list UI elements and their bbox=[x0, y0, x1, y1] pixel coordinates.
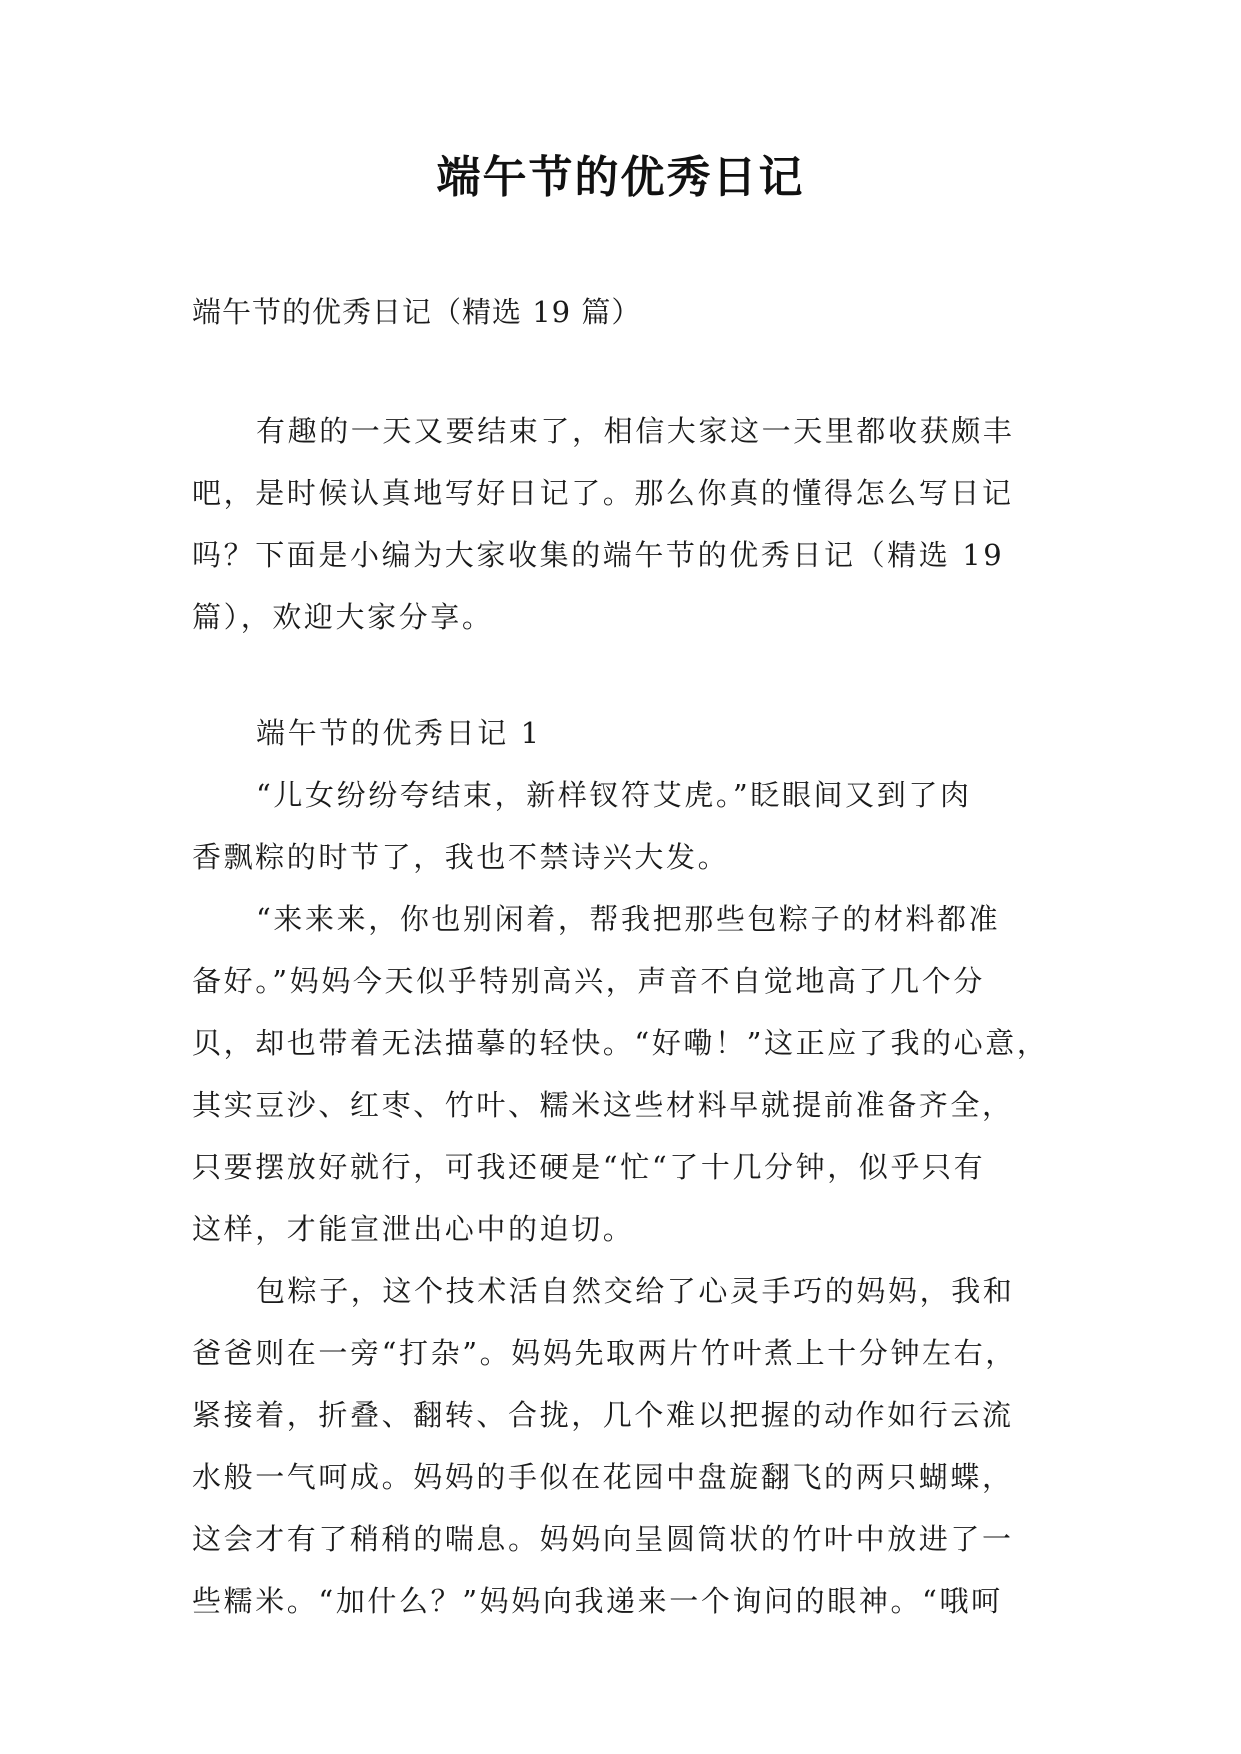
body-line: 香飘粽的时节了，我也不禁诗兴大发。 bbox=[192, 840, 730, 874]
document-subtitle: 端午节的优秀日记（精选 19 篇） bbox=[192, 295, 642, 329]
intro-line: 吗？下面是小编为大家收集的端午节的优秀日记（精选 19 bbox=[192, 538, 1005, 572]
body-line: 这会才有了稍稍的喘息。妈妈向呈圆筒状的竹叶中放进了一 bbox=[192, 1522, 1014, 1556]
section-heading: 端午节的优秀日记 1 bbox=[256, 716, 542, 750]
body-line: “儿女纷纷夸结束，新样钗符艾虎。”眨眼间又到了肉 bbox=[256, 778, 972, 812]
body-line: 这样，才能宣泄出心中的迫切。 bbox=[192, 1212, 635, 1246]
section-heading-block bbox=[192, 702, 1054, 764]
body-line: 贝，却也带着无法描摹的轻快。“好嘞！”这正应了我的心意， bbox=[192, 1026, 1049, 1060]
body-line: 包粽子，这个技术活自然交给了心灵手巧的妈妈，我和 bbox=[256, 1274, 1015, 1308]
intro-line: 吧，是时候认真地写好日记了。那么你真的懂得怎么写日记 bbox=[192, 476, 1014, 510]
body-line: “来来来，你也别闲着，帮我把那些包粽子的材料都准 bbox=[256, 902, 1001, 936]
diary-body bbox=[192, 764, 1054, 1632]
intro-line: 有趣的一天又要结束了，相信大家这一天里都收获颇丰 bbox=[256, 414, 1015, 448]
intro-paragraph bbox=[192, 400, 1054, 648]
body-line: 爸爸则在一旁“打杂”。妈妈先取两片竹叶煮上十分钟左右， bbox=[192, 1336, 1017, 1370]
body-line: 些糯米。“加什么？”妈妈向我递来一个询问的眼神。“哦呵 bbox=[192, 1584, 1003, 1618]
document-title: 端午节的优秀日记 bbox=[436, 152, 805, 203]
body-line: 备好。”妈妈今天似乎特别高兴，声音不自觉地高了几个分 bbox=[192, 964, 985, 998]
intro-line: 篇），欢迎大家分享。 bbox=[192, 600, 494, 634]
body-line: 其实豆沙、红枣、竹叶、糯米这些材料早就提前准备齐全， bbox=[192, 1088, 1014, 1122]
body-line: 紧接着，折叠、翻转、合拢，几个难以把握的动作如行云流 bbox=[192, 1398, 1014, 1432]
body-line: 只要摆放好就行，可我还硬是“忙“了十几分钟，似乎只有 bbox=[192, 1150, 986, 1184]
body-line: 水般一气呵成。妈妈的手似在花园中盘旋翻飞的两只蝴蝶， bbox=[192, 1460, 1014, 1494]
